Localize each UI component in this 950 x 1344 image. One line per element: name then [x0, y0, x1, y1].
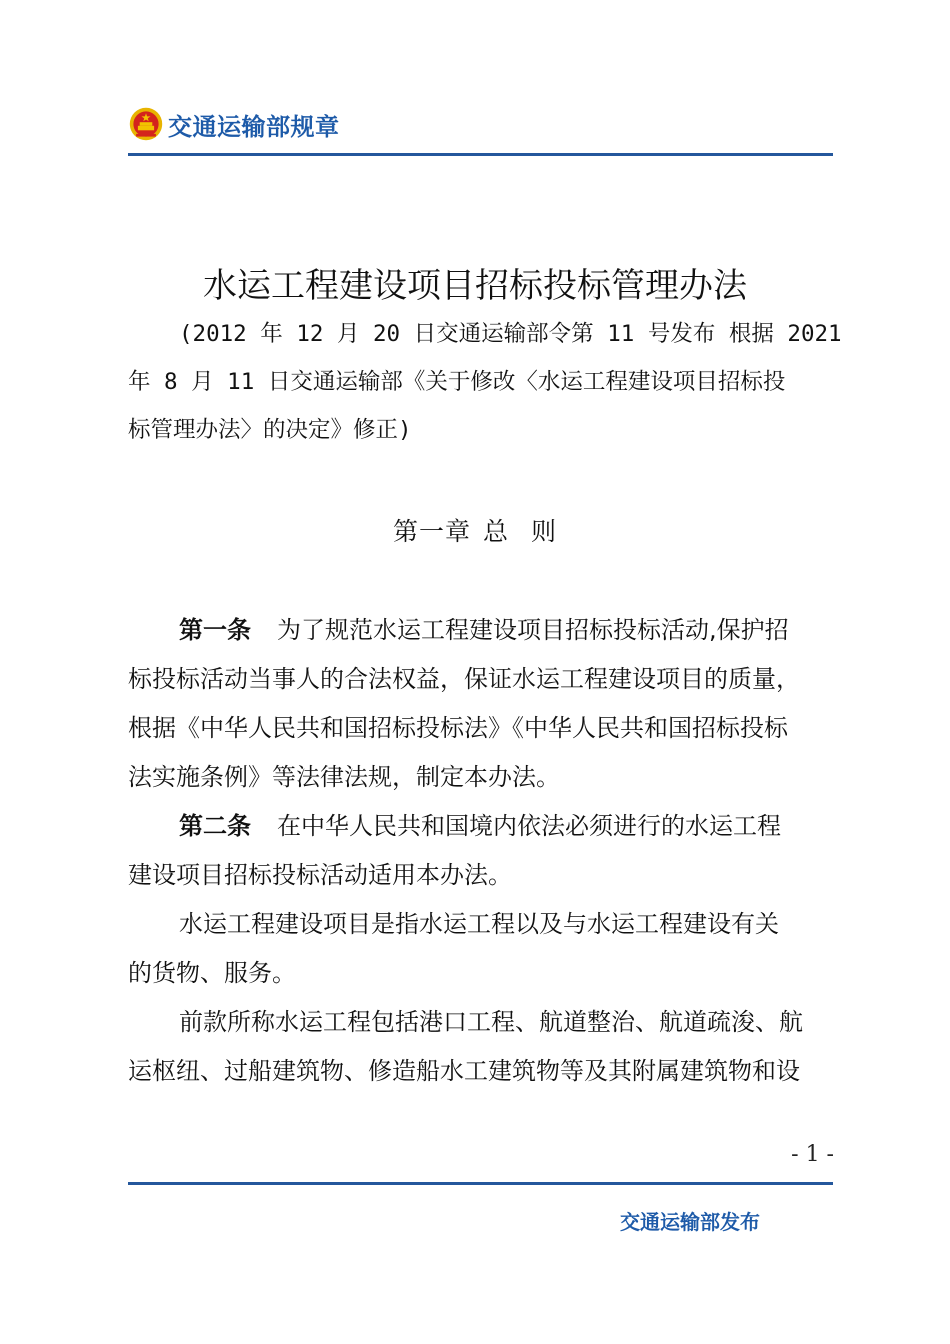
article-label: 第二条	[179, 812, 251, 840]
page-number: - 1 -	[791, 1142, 834, 1167]
national-emblem-icon	[128, 106, 164, 142]
chapter-word: 则	[531, 517, 558, 546]
chapter-number: 第一章	[392, 517, 471, 546]
paragraph-line: 运枢纽、过船建筑物、修造船水工建筑物等及其附属建筑物和设	[128, 1057, 800, 1085]
revision-note-line: 标管理办法〉的决定》修正)	[128, 417, 412, 443]
revision-note-line: (2012 年 12 月 20 日交通运输部令第 11 号发布 根据 2021	[179, 321, 842, 347]
paragraph-line: 的货物、服务。	[128, 959, 296, 987]
article-line: 建设项目招标投标活动适用本办法。	[128, 861, 512, 889]
revision-note-line: 年 8 月 11 日交通运输部《关于修改〈水运工程建设项目招标投	[128, 369, 786, 395]
article-line: 法实施条例》等法律法规，制定本办法。	[128, 763, 560, 791]
footer-divider	[128, 1182, 833, 1185]
article-line: 标投标活动当事人的合法权益，保证水运工程建设项目的质量，	[128, 665, 800, 693]
document-header	[128, 100, 340, 148]
document-body	[128, 606, 834, 1096]
chapter-heading	[0, 512, 950, 548]
paragraph-line: 前款所称水运工程包括港口工程、航道整治、航道疏浚、航	[179, 1008, 803, 1036]
article-line: 第一条 为了规范水运工程建设项目招标投标活动,保护招	[179, 616, 789, 644]
header-divider	[128, 153, 833, 156]
chapter-word: 总	[482, 517, 509, 546]
document-title: 水运工程建设项目招标投标管理办法	[203, 266, 747, 306]
publisher-label: 交通运输部发布	[620, 1210, 760, 1234]
paragraph-line: 水运工程建设项目是指水运工程以及与水运工程建设有关	[179, 910, 779, 938]
article-line: 第二条 在中华人民共和国境内依法必须进行的水运工程	[179, 812, 781, 840]
article-line: 根据《中华人民共和国招标投标法》《中华人民共和国招标投标	[128, 714, 788, 742]
revision-note	[128, 310, 842, 454]
article-label: 第一条	[179, 616, 251, 644]
header-title: 交通运输部规章	[168, 112, 340, 141]
